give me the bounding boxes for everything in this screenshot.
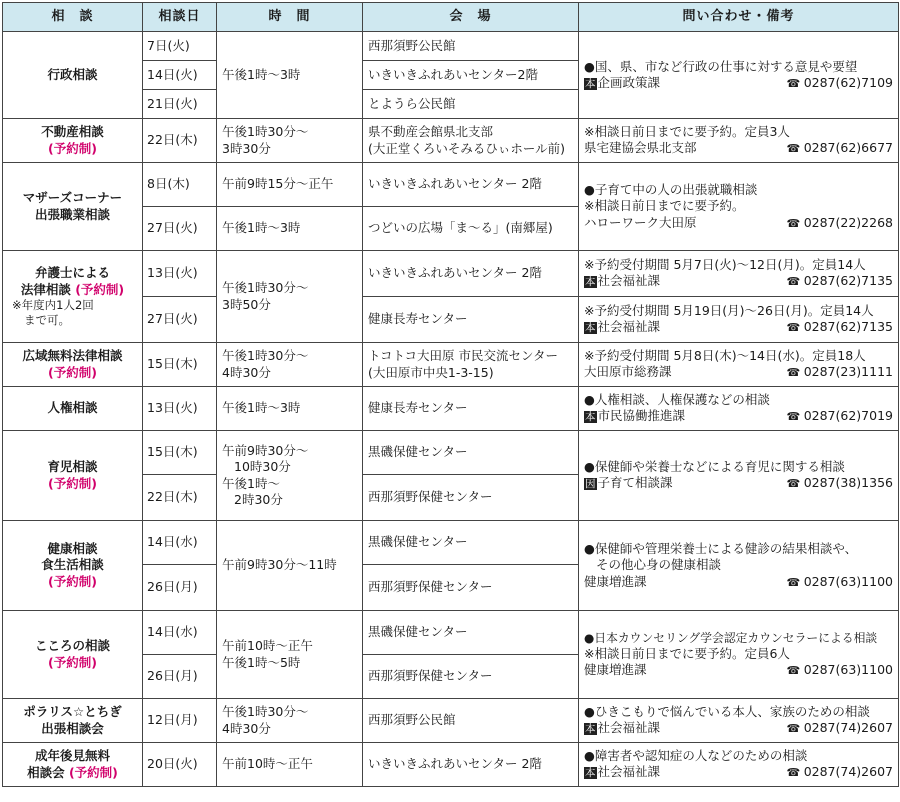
time-cell	[217, 699, 363, 743]
time-cell: 午前9時30分～11時	[217, 521, 363, 611]
category-cell	[3, 119, 143, 163]
venue-cell: いきいきふれあいセンター 2階	[363, 251, 579, 297]
contact-phone: ☎ 0287(62)6677	[787, 140, 894, 156]
category-cell	[3, 699, 143, 743]
header-row	[3, 3, 899, 32]
category-name: マザーズコーナー	[22, 190, 123, 206]
date-cell: 13日(火)	[143, 251, 217, 297]
time-line: 3時50分	[222, 296, 271, 312]
contact-note: ※相談日前日までに要予約。定員3人	[584, 124, 790, 140]
time-line: 10時30分	[234, 459, 291, 475]
category-cell	[3, 743, 143, 787]
date-cell: 7日(火)	[143, 32, 217, 61]
category-name: 弁護士による	[34, 265, 110, 281]
time-cell: 午後1時～3時	[217, 207, 363, 251]
contact-phone: ☎ 0287(74)2607	[787, 720, 894, 736]
category-cell	[3, 431, 143, 521]
reservation-label: (予約制)	[75, 281, 125, 297]
category-cell	[3, 251, 143, 343]
venue-cell: 黒磯保健センター	[363, 611, 579, 655]
category-name: 育児相談	[47, 459, 98, 475]
contact-note: ※予約受付期間 5月7日(火)～12日(月)。定員14人	[584, 257, 866, 273]
table-row	[3, 387, 899, 431]
contact-org: 社会福祉課	[597, 273, 661, 289]
category-cell: 人権相談	[3, 387, 143, 431]
time-line: 午後1時～5時	[222, 654, 301, 670]
time-line: 午前10時～正午	[222, 638, 313, 654]
time-line: 午後1時30分～	[222, 348, 309, 364]
date-cell: 27日(火)	[143, 297, 217, 343]
contact-cell	[579, 699, 899, 743]
category-name: 行政相談	[47, 66, 98, 82]
contact-phone: ☎ 0287(62)7109	[787, 75, 894, 91]
time-line: 3時30分	[222, 140, 271, 156]
contact-cell	[579, 611, 899, 699]
contact-org: ハローワーク大田原	[584, 214, 697, 230]
venue-cell: 西那須野公民館	[363, 32, 579, 61]
table-row	[3, 699, 899, 743]
contact-org: 健康増進課	[584, 573, 647, 589]
contact-org: 社会福祉課	[597, 720, 661, 736]
reservation-label: (予約制)	[48, 140, 97, 156]
time-cell: 午前9時15分～正午	[217, 163, 363, 207]
venue-cell: 黒磯保健センター	[363, 431, 579, 475]
venue-cell: 健康長寿センター	[363, 387, 579, 431]
time-cell	[217, 611, 363, 699]
venue-cell: とようら公民館	[363, 90, 579, 119]
contact-org: 健康増進課	[584, 662, 647, 678]
date-cell: 14日(水)	[143, 521, 217, 565]
table-row	[3, 343, 899, 387]
venue-cell: いきいきふれあいセンター2階	[363, 61, 579, 90]
category-name: こころの相談	[34, 638, 110, 654]
office-mark-icon: 因	[585, 478, 596, 491]
contact-note: ※相談日前日までに要予約。定員6人	[584, 645, 790, 661]
venue-cell: 健康長寿センター	[363, 297, 579, 343]
reservation-label: (予約制)	[48, 475, 97, 491]
date-cell: 15日(木)	[143, 431, 217, 475]
reservation-label: (予約制)	[48, 573, 97, 589]
contact-note: ●保健師や管理栄養士による健診の結果相談や、	[584, 541, 858, 557]
contact-cell	[579, 119, 899, 163]
reservation-label: (予約制)	[48, 654, 97, 670]
date-cell: 14日(火)	[143, 61, 217, 90]
date-cell: 27日(火)	[143, 207, 217, 251]
contact-note: ●障害者や認知症の人などのための相談	[584, 748, 808, 764]
category-cell	[3, 343, 143, 387]
date-cell: 26日(月)	[143, 565, 217, 611]
reservation-label: (予約制)	[68, 764, 118, 780]
office-mark-icon: 本	[585, 77, 596, 90]
contact-note: その他心身の健康相談	[596, 557, 722, 573]
time-line: 午後1時30分～	[222, 280, 309, 296]
time-line: 午後1時30分～	[222, 704, 309, 720]
table-row	[3, 251, 899, 297]
contact-phone: ☎ 0287(62)7019	[787, 408, 894, 424]
time-cell: 午前10時～正午	[217, 743, 363, 787]
category-name: 出張職業相談	[34, 206, 110, 222]
contact-org: 大田原市総務課	[584, 364, 672, 380]
time-cell: 午後1時～3時	[217, 32, 363, 119]
venue-cell: 西那須野保健センター	[363, 655, 579, 699]
venue-cell	[363, 343, 579, 387]
time-cell	[217, 251, 363, 343]
table-row	[3, 743, 899, 787]
contact-phone: ☎ 0287(22)2268	[787, 215, 894, 231]
contact-phone: ☎ 0287(63)1100	[787, 662, 894, 678]
date-cell: 21日(火)	[143, 90, 217, 119]
category-cell	[3, 163, 143, 251]
office-mark-icon: 本	[585, 767, 596, 780]
category-cell	[3, 521, 143, 611]
date-cell: 22日(木)	[143, 475, 217, 521]
date-cell: 12日(月)	[143, 699, 217, 743]
time-line: 午後1時30分～	[222, 124, 309, 140]
office-mark-icon: 本	[585, 723, 596, 736]
category-cell	[3, 611, 143, 699]
contact-note: ※相談日前日までに要予約。	[584, 198, 745, 214]
category-name: 法律相談	[20, 281, 71, 297]
contact-note: ●国、県、市など行政の仕事に対する意見や要望	[584, 58, 858, 74]
time-cell: 午後1時～3時	[217, 387, 363, 431]
venue-cell: 西那須野保健センター	[363, 565, 579, 611]
time-line: 午後1時～	[222, 475, 280, 491]
date-cell: 20日(火)	[143, 743, 217, 787]
time-line: 2時30分	[234, 491, 283, 507]
table-row	[3, 32, 899, 61]
date-cell: 26日(月)	[143, 655, 217, 699]
header-contact: 問い合わせ・備考	[579, 3, 899, 32]
header-time: 時 間	[217, 3, 363, 32]
venue-cell: 黒磯保健センター	[363, 521, 579, 565]
office-mark-icon: 本	[585, 411, 596, 424]
contact-note: ●子育て中の人の出張就職相談	[584, 182, 758, 198]
venue-cell: 西那須野保健センター	[363, 475, 579, 521]
table-row	[3, 611, 899, 655]
contact-cell	[579, 431, 899, 521]
category-name: ポラリス☆とちぎ	[23, 704, 122, 720]
contact-org: 県宅建協会県北支部	[584, 140, 697, 156]
contact-org: 子育て相談課	[597, 475, 673, 491]
table-row	[3, 521, 899, 565]
category-name: 健康相談	[47, 541, 98, 557]
contact-cell	[579, 32, 899, 119]
venue-cell: いきいきふれあいセンター 2階	[363, 163, 579, 207]
date-cell: 22日(木)	[143, 119, 217, 163]
contact-cell	[579, 343, 899, 387]
contact-org: 社会福祉課	[597, 319, 661, 335]
contact-cell	[579, 251, 899, 297]
time-line: 4時30分	[222, 720, 271, 736]
contact-note: ●ひきこもりで悩んでいる本人、家族のための相談	[584, 704, 870, 720]
consultation-schedule-table	[2, 2, 899, 787]
contact-org: 企画政策課	[597, 74, 661, 90]
category-note: まで可。	[24, 312, 70, 327]
contact-org: 市民協働推進課	[597, 408, 686, 424]
contact-cell	[579, 163, 899, 251]
venue-cell: 西那須野公民館	[363, 699, 579, 743]
category-name: 広域無料法律相談	[22, 348, 123, 364]
contact-phone: ☎ 0287(63)1100	[787, 574, 894, 590]
contact-org: 社会福祉課	[597, 764, 661, 780]
contact-note: ●保健師や栄養士などによる育児に関する相談	[584, 459, 845, 475]
header-category: 相 談	[3, 3, 143, 32]
category-name: 不動産相談	[41, 124, 104, 140]
table-row	[3, 431, 899, 475]
contact-phone: ☎ 0287(74)2607	[787, 764, 894, 780]
contact-cell	[579, 743, 899, 787]
office-mark-icon: 本	[585, 322, 596, 335]
category-name: 出張相談会	[41, 720, 104, 736]
venue-cell	[363, 119, 579, 163]
contact-phone: ☎ 0287(38)1356	[787, 475, 894, 491]
contact-phone: ☎ 0287(62)7135	[787, 273, 894, 289]
contact-note: ※予約受付期間 5月19日(月)～26日(月)。定員14人	[584, 303, 874, 319]
contact-cell	[579, 521, 899, 611]
contact-phone: ☎ 0287(62)7135	[787, 319, 894, 335]
table-row	[3, 163, 899, 207]
venue-line: 県不動産会館県北支部	[368, 124, 494, 140]
time-line: 午前9時30分～	[222, 443, 309, 458]
contact-phone: ☎ 0287(23)1111	[787, 364, 894, 380]
venue-line: (大田原市中央1-3-15)	[368, 364, 494, 380]
header-venue: 会 場	[363, 3, 579, 32]
reservation-label: (予約制)	[48, 364, 97, 380]
contact-cell	[579, 387, 899, 431]
date-cell: 13日(火)	[143, 387, 217, 431]
header-date: 相談日	[143, 3, 217, 32]
date-cell: 14日(水)	[143, 611, 217, 655]
contact-note: ●人権相談、人権保護などの相談	[584, 392, 770, 408]
venue-cell: つどいの広場「ま～る」(南郷屋)	[363, 207, 579, 251]
table-row	[3, 119, 899, 163]
contact-note: ●日本カウンセリング学会認定カウンセラーによる相談	[584, 630, 878, 645]
category-name: 相談会	[27, 764, 65, 780]
category-note: ※年度内1人2回	[12, 297, 94, 312]
time-line: 4時30分	[222, 364, 271, 380]
venue-line: (大正堂くろいそみるひぃホール前)	[368, 140, 566, 156]
office-mark-icon: 本	[585, 276, 596, 289]
time-cell	[217, 431, 363, 521]
venue-cell: いきいきふれあいセンター 2階	[363, 743, 579, 787]
contact-note: ※予約受付期間 5月8日(木)～14日(水)。定員18人	[584, 348, 866, 364]
category-cell	[3, 32, 143, 119]
venue-line: トコトコ大田原 市民交流センター	[368, 348, 558, 364]
date-cell: 15日(木)	[143, 343, 217, 387]
time-cell	[217, 119, 363, 163]
contact-cell	[579, 297, 899, 343]
date-cell: 8日(木)	[143, 163, 217, 207]
category-name: 成年後見無料	[34, 748, 110, 764]
time-cell	[217, 343, 363, 387]
category-name: 食生活相談	[41, 557, 104, 573]
